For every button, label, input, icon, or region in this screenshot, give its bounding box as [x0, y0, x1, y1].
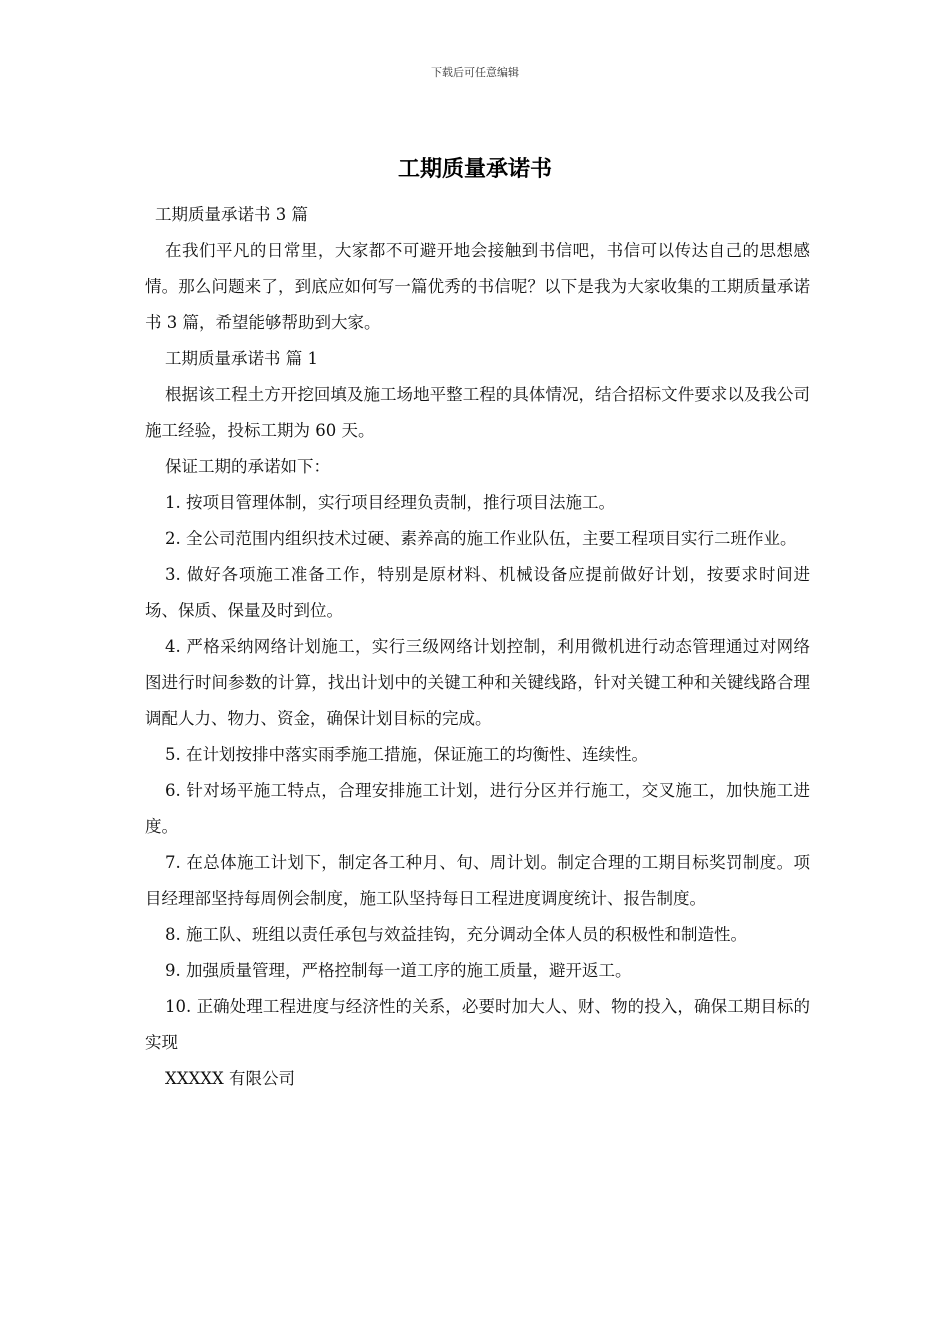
list-item: 7. 在总体施工计划下，制定各工种月、旬、周计划。制定合理的工期目标奖罚制度。项目经理部坚持每周例会制度，施工队坚持每日工程进度调度统计、报告制度。	[145, 853, 810, 908]
company-signature: XXXXX 有限公司	[165, 1069, 295, 1088]
list-item: 6. 针对场平施工特点，合理安排施工计划，进行分区并行施工，交叉施工，加快施工进度。	[145, 781, 810, 836]
intro-paragraph: 在我们平凡的日常里，大家都不可避开地会接触到书信吧，书信可以传达自己的思想感情。那么问题来了，到底应如何写一篇优秀的书信呢？以下是我为大家收集的工期质量承诺书 3 篇，希望能够帮助到大家。	[145, 241, 810, 332]
subtitle-paragraph: 工期质量承诺书 3 篇	[155, 205, 308, 224]
document-body	[145, 197, 810, 1097]
list-item: 3. 做好各项施工准备工作，特别是原材料、机械设备应提前做好计划，按要求时间进场、保质、保量及时到位。	[145, 565, 810, 620]
list-item: 5. 在计划按排中落实雨季施工措施，保证施工的均衡性、连续性。	[165, 745, 648, 764]
document-title: 工期质量承诺书	[397, 156, 552, 182]
list-item: 9. 加强质量管理，严格控制每一道工序的施工质量，避开返工。	[165, 961, 632, 980]
header-note: 下载后可任意编辑	[431, 66, 519, 79]
list-item: 8. 施工队、班组以责任承包与效益挂钩，充分调动全体人员的积极性和制造性。	[165, 925, 747, 944]
list-item: 1. 按项目管理体制，实行项目经理负责制，推行项目法施工。	[165, 493, 615, 512]
list-item: 2. 全公司范围内组织技术过硬、素养高的施工作业队伍，主要工程项目实行二班作业。	[165, 529, 797, 548]
section-heading: 工期质量承诺书 篇 1	[165, 349, 318, 368]
list-item: 4. 严格采纳网络计划施工，实行三级网络计划控制，利用微机进行动态管理通过对网络图进行时间参数的计算，找出计划中的关键工种和关键线路，针对关键工种和关键线路合理调配人力、物力、资金，确保计划目标的完成。	[145, 637, 810, 728]
list-item: 10. 正确处理工程进度与经济性的关系，必要时加大人、财、物的投入，确保工期目标的实现	[145, 997, 810, 1052]
project-paragraph: 根据该工程土方开挖回填及施工场地平整工程的具体情况，结合招标文件要求以及我公司施工经验，投标工期为 60 天。	[145, 385, 810, 440]
commitment-heading: 保证工期的承诺如下：	[165, 457, 330, 476]
